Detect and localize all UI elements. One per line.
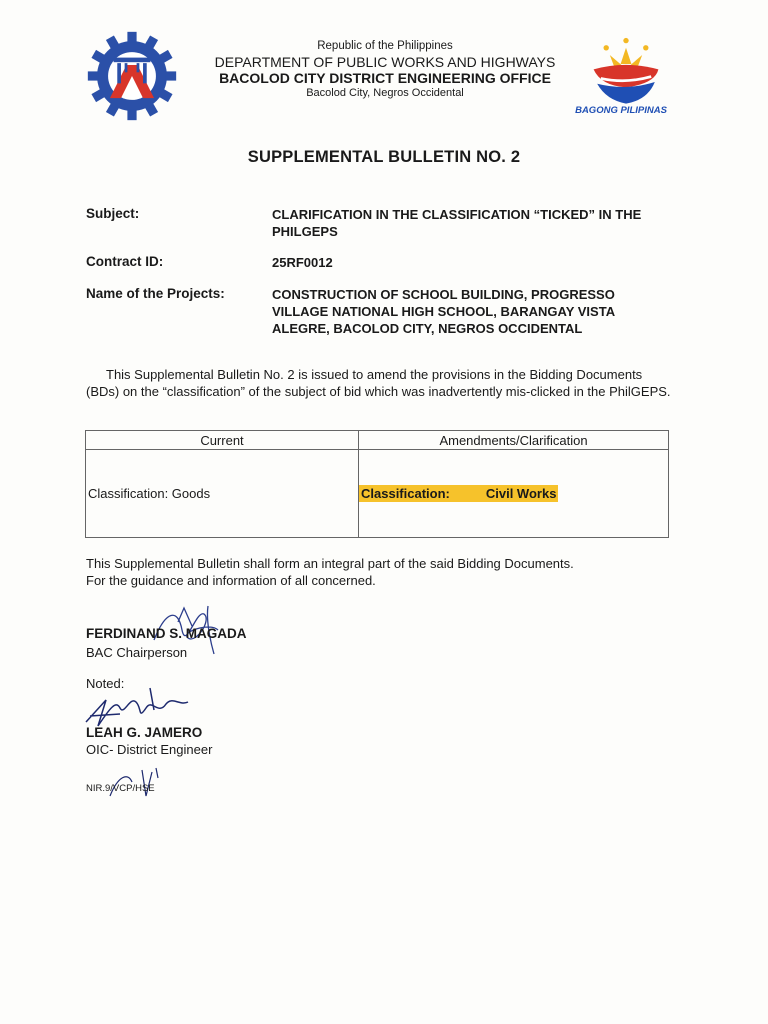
header-republic: Republic of the Philippines [317,40,453,52]
bulletin-title: SUPPLEMENTAL BULLETIN NO. 2 [247,148,521,166]
amendment-table [85,430,669,538]
contract-id-value: 25RF0012 [272,255,333,270]
project-name-value: CONSTRUCTION OF SCHOOL BUILDING, PROGRESSO VILLAGE NATIONAL HIGH SCHOOL, BARANGAY VISTA ALEGRE, BACOLOD CITY, NEGROS OCCIDENTAL [272,287,615,336]
header-location: Bacolod City, Negros Occidental [306,87,464,99]
signatory-1-role: BAC Chairperson [86,645,188,660]
closing-line-1: This Supplemental Bulletin shall form an integral part of the said Bidding Documents. [86,556,574,571]
table-header-amendments: Amendments/Clarification [359,431,669,450]
amended-classification-highlight [359,485,558,502]
signatory-1-name: FERDINAND S. MAGADA [86,626,247,641]
amended-classification-value: Civil Works [485,486,557,501]
bagong-pilipinas-label: BAGONG PILIPINAS [575,105,667,116]
amended-classification-label: Classification: [361,486,450,501]
project-name-label: Name of the Projects: [86,286,225,301]
header-office: BACOLOD CITY DISTRICT ENGINEERING OFFICE [219,70,551,86]
dpwh-logo [86,30,178,122]
contract-id-label: Contract ID: [86,254,164,269]
closing-line-2: For the guidance and information of all concerned. [86,573,376,588]
amended-classification-cell [359,450,669,538]
signatory-2-role: OIC- District Engineer [86,742,213,757]
header-department: DEPARTMENT OF PUBLIC WORKS AND HIGHWAYS [214,54,556,70]
intro-text: This Supplemental Bulletin No. 2 is issued to amend the provisions in the Bidding Documents (BDs) on the “classification” of the subject of bid which was inadvertently mis-clicked in the PhilGEPS. [86,367,671,399]
table-header-current: Current [86,431,359,450]
current-classification: Classification: Goods [86,450,359,538]
initials-reference: NIR.9/VCP/HSE [86,783,155,794]
signatory-2-name: LEAH G. JAMERO [86,725,203,740]
subject-value: CLARIFICATION IN THE CLASSIFICATION “TICKED” IN THE PHILGEPS [272,207,642,239]
noted-label: Noted: [86,676,125,691]
subject-label: Subject: [86,206,140,221]
intro-paragraph [86,366,676,400]
